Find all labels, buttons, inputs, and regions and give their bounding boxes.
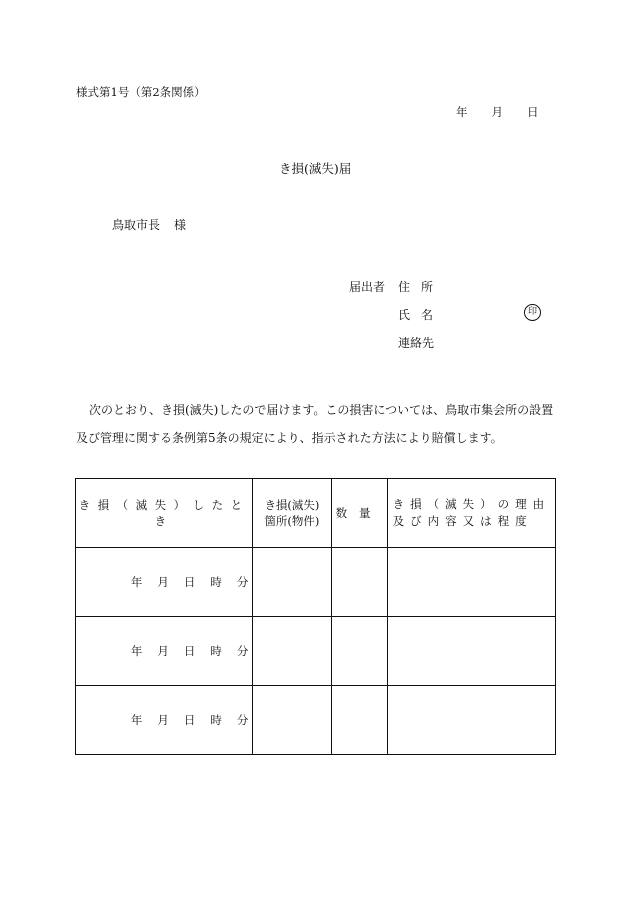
minute-unit: 分	[236, 713, 249, 727]
date-day-label: 日	[527, 105, 539, 119]
body-text-line-1: 次のとおり、き損(滅失)したので届けます。この損害については、鳥取市集会所の設置	[89, 403, 554, 417]
location-cell[interactable]	[253, 617, 331, 686]
quantity-cell[interactable]	[331, 548, 387, 617]
year-unit: 年	[130, 644, 143, 658]
seal-mark-icon: 印	[524, 304, 541, 321]
day-unit: 日	[183, 644, 196, 658]
table-row	[76, 548, 556, 617]
year-unit: 年	[130, 713, 143, 727]
form-number: 様式第1号（第2条関係）	[76, 85, 206, 99]
year-unit: 年	[130, 575, 143, 589]
location-cell[interactable]	[253, 548, 331, 617]
day-unit: 日	[183, 575, 196, 589]
header-when-damaged: き損（滅失）したとき	[76, 479, 253, 548]
date-line	[456, 104, 539, 120]
header-reason-line-2: 及び内容又は程度	[392, 514, 533, 528]
address-label: 住所	[398, 280, 445, 294]
datetime-cell[interactable]	[76, 686, 253, 755]
name-label: 氏名	[398, 308, 445, 322]
reason-cell[interactable]	[387, 617, 555, 686]
header-location-line-1: き損(滅失)	[264, 498, 320, 512]
month-unit: 月	[157, 575, 169, 589]
body-text-line-2: 及び管理に関する条例第5条の規定により、指示された方法により賠償します。	[76, 431, 503, 445]
table-row	[76, 617, 556, 686]
contact-label: 連絡先	[398, 336, 435, 350]
addressee-name: 鳥取市長	[112, 218, 161, 232]
date-year-label: 年	[456, 105, 468, 119]
hour-unit: 時	[210, 575, 222, 589]
header-quantity: 数量	[331, 479, 387, 548]
document-title: き損(滅失)届	[279, 161, 352, 176]
quantity-cell[interactable]	[331, 617, 387, 686]
damage-report-table	[75, 478, 556, 755]
month-unit: 月	[157, 644, 169, 658]
table-row	[76, 686, 556, 755]
table-header-row	[76, 479, 556, 548]
hour-unit: 時	[210, 644, 222, 658]
location-cell[interactable]	[253, 686, 331, 755]
header-reason-line-1: き損（滅失）の理由	[392, 497, 551, 511]
addressee-honorific: 様	[174, 218, 187, 232]
quantity-cell[interactable]	[331, 686, 387, 755]
header-location	[253, 479, 331, 548]
reason-cell[interactable]	[387, 548, 555, 617]
datetime-cell[interactable]	[76, 617, 253, 686]
hour-unit: 時	[210, 713, 222, 727]
datetime-cell[interactable]	[76, 548, 253, 617]
reason-cell[interactable]	[387, 686, 555, 755]
month-unit: 月	[157, 713, 169, 727]
day-unit: 日	[183, 713, 196, 727]
minute-unit: 分	[236, 575, 249, 589]
header-location-line-2: 箇所(物件)	[264, 514, 320, 528]
header-reason	[387, 479, 555, 548]
minute-unit: 分	[236, 644, 249, 658]
date-month-label: 月	[491, 105, 503, 119]
addressee	[112, 216, 186, 233]
notifier-label: 届出者	[349, 280, 386, 294]
